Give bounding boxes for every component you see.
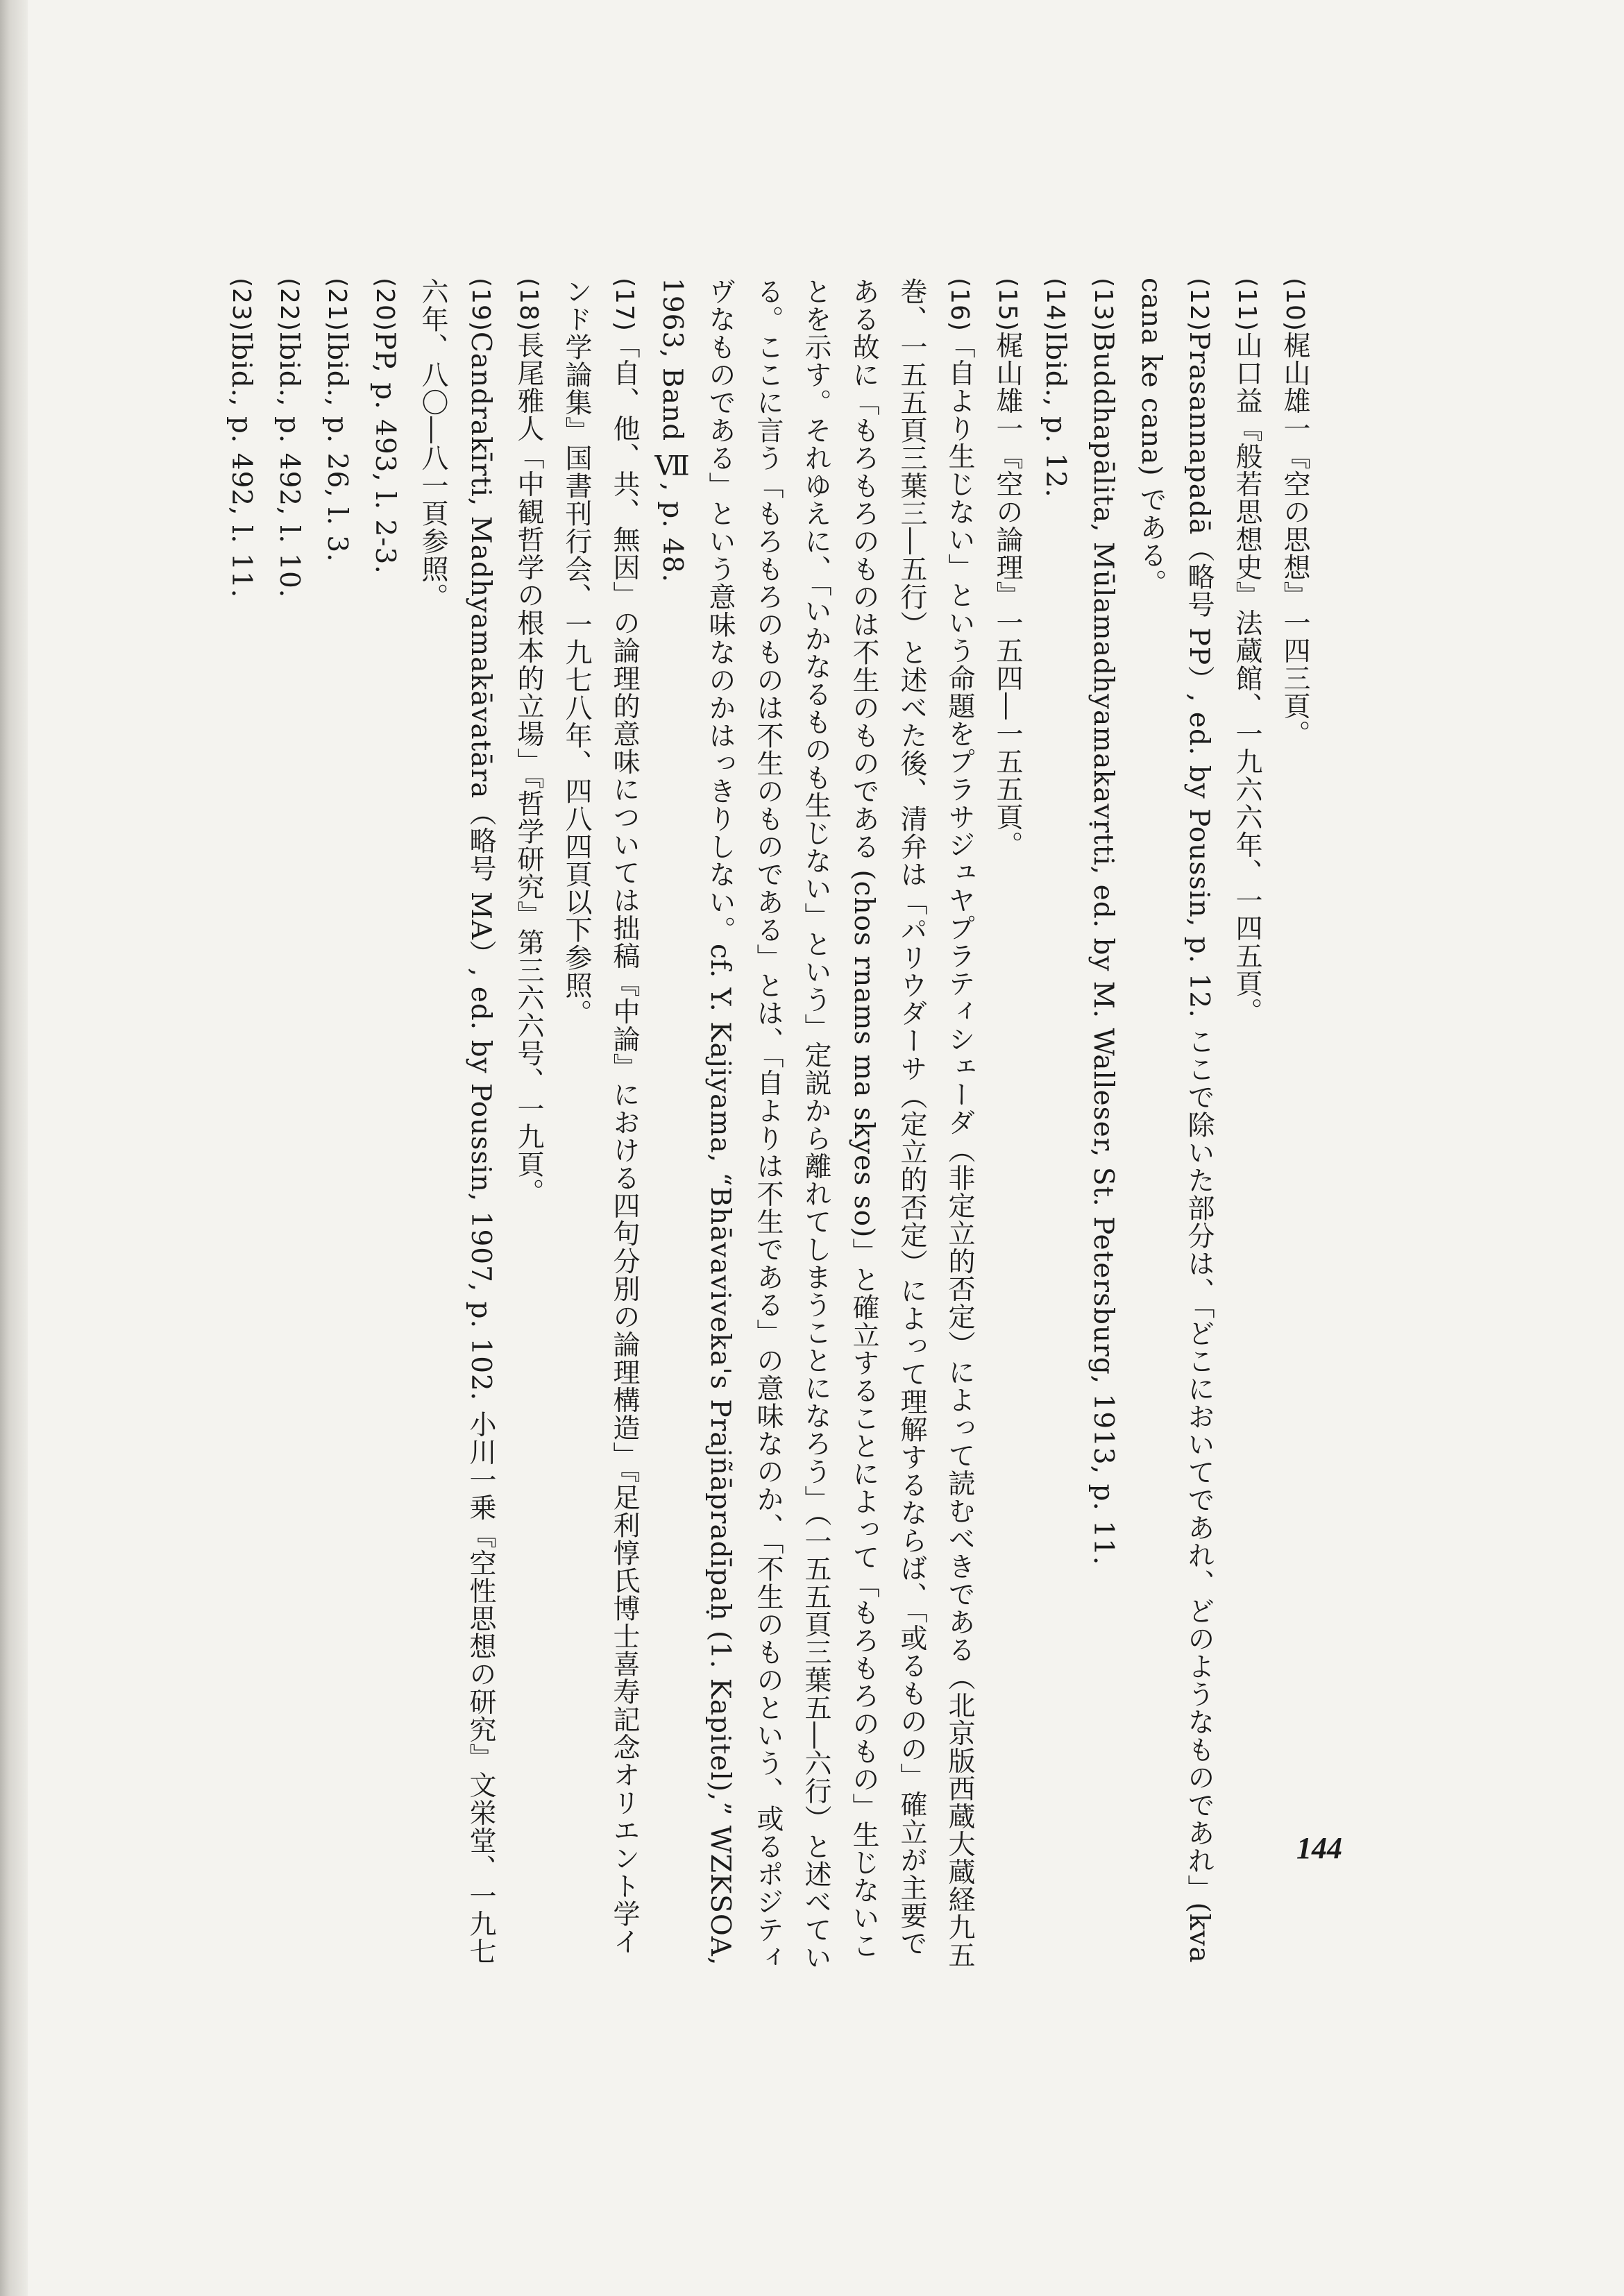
note-16 — [648, 278, 983, 1978]
note-number: (15) — [993, 278, 1022, 332]
note-number: (13) — [1089, 278, 1117, 332]
note-text: Ibid., p. 492, l. 11. — [226, 331, 257, 599]
note-text: 梶山雄一『空の論理』一五四―一五五頁。 — [992, 331, 1023, 859]
note-14 — [1031, 278, 1079, 1978]
note-number: (18) — [514, 278, 543, 332]
note-13 — [1079, 278, 1127, 1978]
note-number: (23) — [227, 278, 255, 332]
note-text: Ibid., p. 12. — [1040, 331, 1071, 498]
note-22 — [265, 278, 313, 1978]
note-text: Ibid., p. 492, l. 10. — [273, 331, 305, 599]
note-number: (11) — [1233, 278, 1261, 332]
note-number: (17) — [610, 278, 638, 332]
note-number: (21) — [323, 278, 351, 332]
note-text: Buddhapālita, Mūlamadhyamakavṛtti, ed. by M. Walleser, St. Petersburg, 1913, p. 11. — [1088, 331, 1119, 1566]
note-text: 山口益『般若思想史』法蔵館、一九六六年、一四五頁。 — [1231, 331, 1262, 1026]
note-23 — [217, 278, 265, 1978]
note-number: (14) — [1041, 278, 1069, 332]
note-17 — [552, 278, 648, 1978]
note-15 — [983, 278, 1031, 1978]
note-text: 長尾雅人「中観哲学の根本的立場」『哲学研究』第三六六号、一九頁。 — [513, 331, 544, 1207]
note-text: Candrakīrti, Madhyamakāvatāra（略号 MA）, ed. by Poussin, 1907, p. 102. 小川一乗『空性思想の研究』文栄堂、一九七六年、八〇―八一頁参照。 — [417, 278, 496, 1966]
note-20 — [361, 278, 409, 1978]
note-10 — [1271, 278, 1319, 1978]
note-text: 「自より生じない」という命題をプラサジュヤプラティシェーダ（非定立的否定）によって読むべきである（北京版西蔵大蔵経九五巻、一五五頁三葉三―五行）と述べた後、清弁は「パリウダーサ（定立的否定）によって理解するならば、「或るものの」確立が主要である故に「もろもろのものは不生のものである (chos rnams ma skyes so)」と確立することによって「もろもろのもの」生じないことを示す。それゆえに、「いかなるものも生じない」という」定説から離れてしまうことになろう」（一五五頁三葉五―六行）と述べている。ここに言う「もろもろのものは不生のものである」とは、「自よりは不生である」の意味なのか、「不生のものという、或るポジティヴなものである」という意味なのかはっきりしない。cf. Y. Kajiyama, “Bhāvaviveka's Prajñāpradīpaḥ (1. Kapitel),” WZKSOA, 1963, Band Ⅶ, p. 48. — [657, 278, 975, 1971]
note-number: (16) — [945, 278, 974, 332]
note-number: (20) — [371, 278, 399, 332]
note-text: 梶山雄一『空の思想』一四三頁。 — [1279, 331, 1310, 748]
note-21 — [313, 278, 361, 1978]
scan-shadow-edge — [0, 0, 28, 2296]
note-text: Prasannapadā（略号 PP）, ed. by Poussin, p. 12. ここで除いた部分は、「どこにおいてであれ、どのようなものであれ」(kva cana ke cana) である。 — [1135, 278, 1215, 1964]
note-number: (22) — [275, 278, 303, 332]
note-number: (10) — [1280, 278, 1309, 332]
note-12 — [1127, 278, 1223, 1978]
note-text: Ibid., p. 26, l. 3. — [321, 331, 353, 563]
note-text: PP, p. 493, l. 2-3. — [369, 331, 400, 575]
note-text: 「自、他、共、無因」の論理的意味については拙稿『中論』における四句分別の論理構造」『足利惇氏博士喜寿記念オリエント学インド学論集』国書刊行会、一九七八年、四八四頁以下参照。 — [561, 278, 640, 1956]
note-19 — [409, 278, 505, 1978]
note-number: (12) — [1185, 278, 1213, 332]
endnotes-column-block — [217, 278, 1319, 1978]
page-number: 144 — [1296, 1831, 1342, 1865]
note-11 — [1223, 278, 1271, 1978]
note-18 — [505, 278, 552, 1978]
note-number: (19) — [466, 278, 495, 332]
